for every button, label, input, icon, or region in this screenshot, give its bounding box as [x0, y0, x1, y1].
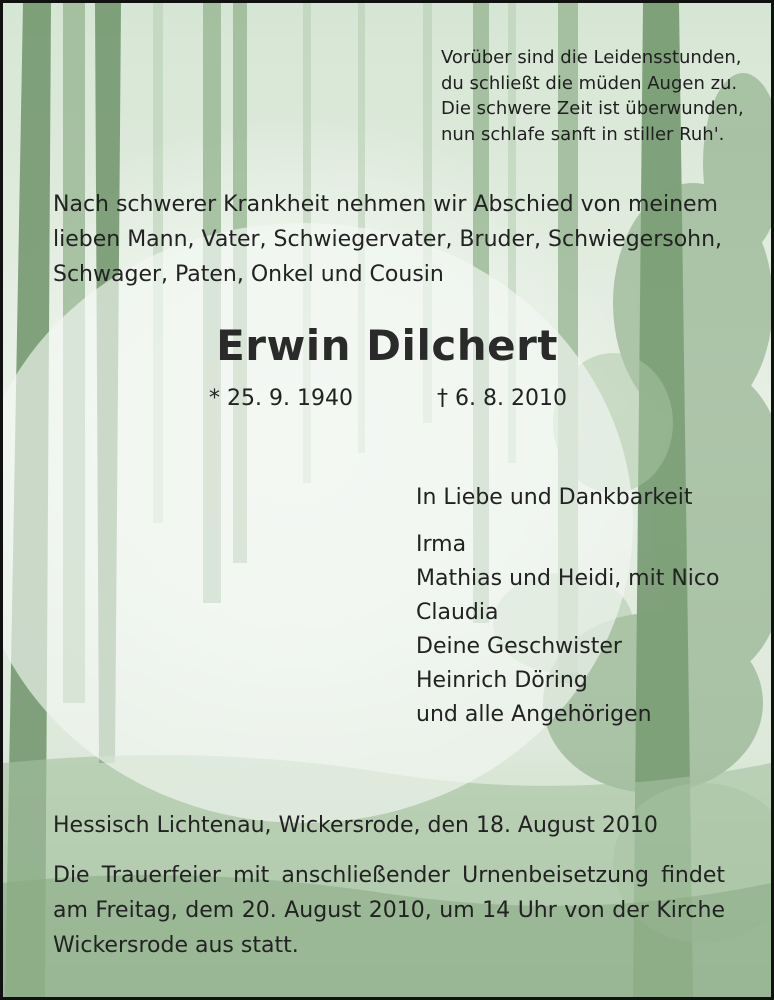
family-list — [416, 481, 746, 732]
intro-line: Nach schwerer Krankheit nehmen wir Abschied von meinem — [53, 192, 718, 217]
poem-line: Vorüber sind die Leidensstunden, — [441, 47, 742, 68]
family-member: Irma — [416, 532, 467, 557]
death-date: † 6. 8. 2010 — [437, 386, 567, 411]
funeral-line: Wickersrode aus statt. — [53, 933, 299, 958]
poem — [441, 45, 744, 147]
family-lead: In Liebe und Dankbarkeit — [416, 485, 693, 510]
family-member: Claudia — [416, 600, 499, 625]
poem-line: du schließt die müden Augen zu. — [441, 72, 738, 94]
deceased-name: Erwin Dilchert — [216, 321, 558, 370]
intro-line: lieben Mann, Vater, Schwiegervater, Bruder, Schwiegersohn, — [53, 227, 723, 252]
family-member: Heinrich Döring — [416, 668, 588, 693]
birth-date: * 25. 9. 1940 — [209, 386, 353, 411]
poem-line: nun schlafe sanft in stiller Ruh'. — [441, 123, 725, 145]
intro-line: Schwager, Paten, Onkel und Cousin — [53, 262, 444, 287]
place-and-date: Hessisch Lichtenau, Wickersrode, den 18. August 2010 — [53, 813, 658, 838]
family-member: und alle Angehörigen — [416, 702, 652, 727]
funeral-line: Die Trauerfeier mit anschließender Urnenbeisetzung findet — [53, 863, 725, 888]
funeral-notice — [53, 858, 725, 963]
family-member: Mathias und Heidi, mit Nico — [416, 566, 720, 591]
poem-line: Die schwere Zeit ist überwunden, — [441, 98, 744, 119]
intro-text — [53, 187, 743, 292]
family-member: Deine Geschwister — [416, 634, 622, 659]
funeral-line: am Freitag, dem 20. August 2010, um 14 Uhr von der Kirche — [53, 898, 725, 923]
